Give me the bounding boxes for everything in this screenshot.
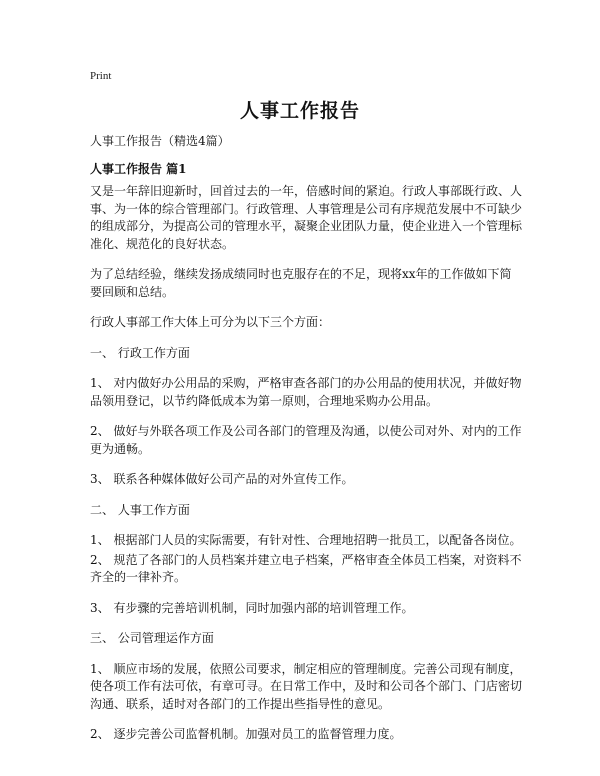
paragraph-intro: 又是一年辞旧迎新时，回首过去的一年，倍感时间的紧迫。行政人事部既行政、人事、为一体的综合管理部门。行政管理、人事管理是公司有序规范发展中不可缺少的组成部分，为提高公司的管理水平，凝聚企业团队力量，使企业进入一个管理标准化、规范化的良好状态。	[90, 184, 523, 251]
list-item: 2、 逐步完善公司监督机制。加强对员工的监督管理力度。	[90, 727, 402, 741]
list-item: 1、 顺应市场的发展，依照公司要求，制定相应的管理制度。完善公司现有制度，使各项工作有法可依，有章可寻。在日常工作中，及时和公司各个部门、门店密切沟通、联系，适时对各部门的工作提出些指导性的意见。	[90, 661, 523, 711]
list-item: 3、 联系各种媒体做好公司产品的对外宣传工作。	[90, 472, 354, 486]
heading-hr-work: 二、 人事工作方面	[90, 502, 190, 517]
document-body	[90, 183, 522, 757]
paragraph-summary: 为了总结经验，继续发扬成绩同时也克服存在的不足，现将xx年的工作做如下简要回顾和总结。	[90, 267, 512, 299]
heading-management: 三、 公司管理运作方面	[90, 631, 214, 645]
list-item: 2、 规范了各部门的人员档案并建立电子档案，严格审查全体员工档案，对资料不齐全的一律补齐。	[90, 552, 522, 584]
list-item: 3、 有步骤的完善培训机制，同时加强内部的培训管理工作。	[90, 600, 414, 615]
paragraph-overview: 行政人事部工作大体上可分为以下三个方面：	[90, 315, 331, 329]
list-item: 1、 根据部门人员的实际需要，有针对性、合理地招聘一批员工，以配备各岗位。	[90, 533, 522, 547]
document-subtitle: 人事工作报告（精选4篇）	[90, 134, 230, 148]
print-label: Print	[90, 70, 112, 82]
heading-admin-work: 一、 行政工作方面	[90, 345, 190, 360]
list-item: 2、 做好与外联各项工作及公司各部门的管理及沟通，以使公司对外、对内的工作更为通畅。	[90, 424, 522, 456]
list-item: 1、 对内做好办公用品的采购，严格审查各部门的办公用品的使用状况，并做好物品领用登记，以节约降低成本为第一原则，合理地采购办公用品。	[90, 376, 522, 408]
section-heading: 人事工作报告 篇1	[90, 162, 187, 176]
page-title: 人事工作报告	[239, 100, 360, 122]
